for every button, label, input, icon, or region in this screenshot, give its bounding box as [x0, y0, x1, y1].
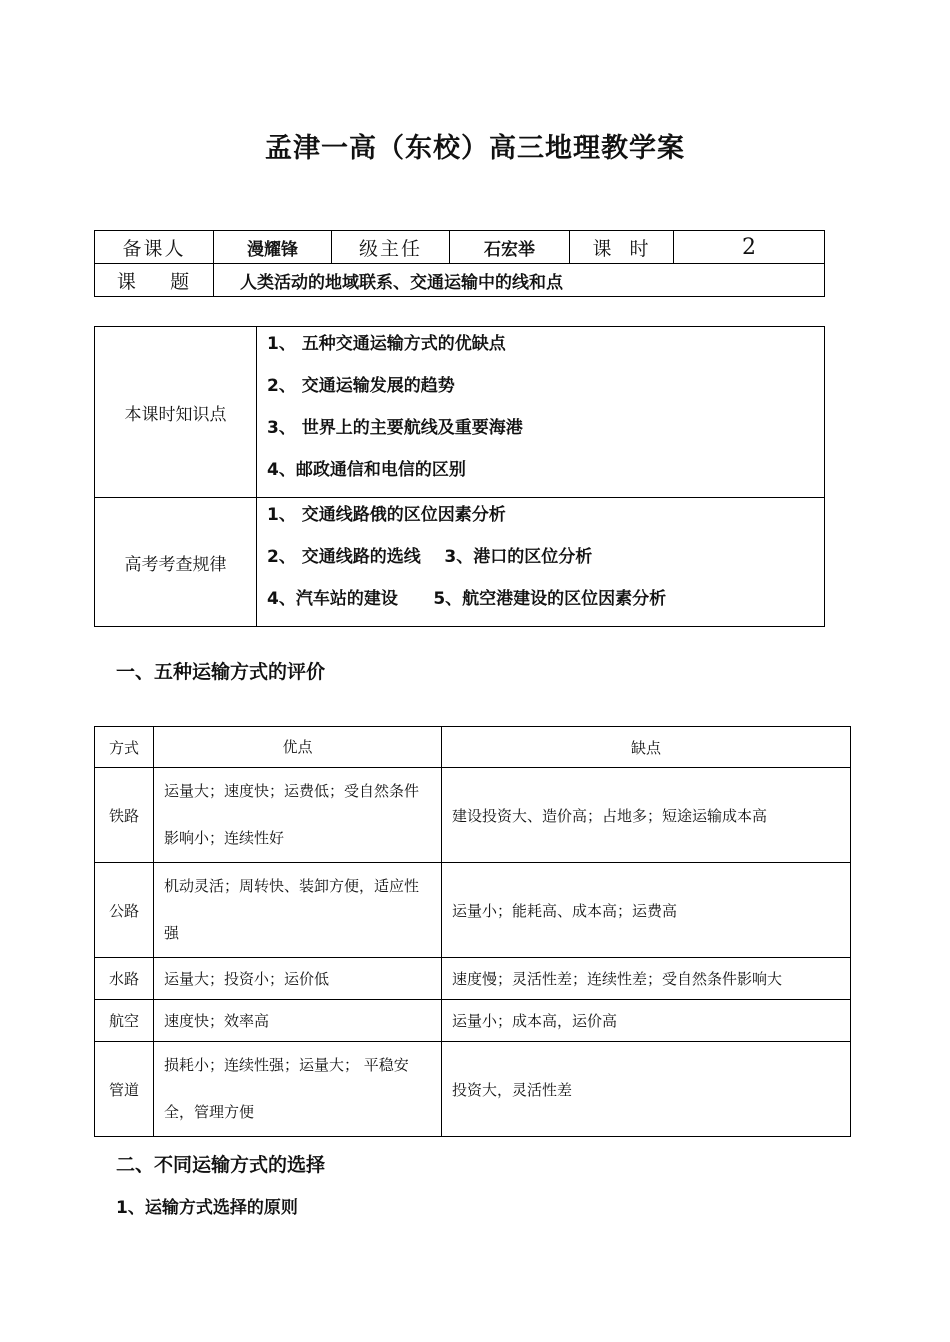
cons-cell: 投资大，灵活性差	[442, 1042, 851, 1137]
header-mode: 方式	[95, 727, 154, 768]
table-row	[95, 863, 851, 958]
table-row	[95, 958, 851, 1000]
point-item: 1、 五种交通运输方式的优缺点	[267, 334, 506, 354]
section-subheading: 1、运输方式选择的原则	[116, 1198, 298, 1218]
point-item: 2、 交通运输发展的趋势	[267, 376, 455, 396]
supervisor-label: 级主任	[332, 231, 450, 264]
mode-cell: 水路	[95, 958, 154, 1000]
cons-cell: 速度慢；灵活性差；连续性差；受自然条件影响大	[442, 958, 851, 1000]
cons-cell: 建设投资大、造价高；占地多；短途运输成本高	[442, 768, 851, 863]
table-row	[95, 1000, 851, 1042]
cons-cell: 运量小；能耗高、成本高；运费高	[442, 863, 851, 958]
pros-cell: 损耗小；连续性强；运量大； 平稳安全，管理方便	[154, 1042, 442, 1137]
preparer-value: 漫耀锋	[214, 231, 332, 264]
points-list	[257, 327, 825, 498]
mode-cell: 航空	[95, 1000, 154, 1042]
pros-cell: 运量大；速度快；运费低；受自然条件影响小；连续性好	[154, 768, 442, 863]
document-title: 孟津一高（东校）高三地理教学案	[265, 133, 685, 164]
pros-cell: 机动灵活；周转快、装卸方便，适应性强	[154, 863, 442, 958]
exam-item: 2、 交通线路的选线 3、港口的区位分析	[267, 547, 593, 567]
topic-label: 课 题	[95, 264, 214, 297]
mode-cell: 公路	[95, 863, 154, 958]
mode-cell: 铁路	[95, 768, 154, 863]
pros-cell: 运量大；投资小；运价低	[154, 958, 442, 1000]
cons-cell: 运量小；成本高，运价高	[442, 1000, 851, 1042]
pros-cell: 速度快；效率高	[154, 1000, 442, 1042]
table-row	[95, 1042, 851, 1137]
points-label: 本课时知识点	[95, 327, 257, 498]
exam-item: 4、汽车站的建设 5、航空港建设的区位因素分析	[267, 589, 667, 609]
lesson-header-table	[94, 230, 825, 297]
transport-evaluation-table	[94, 726, 851, 1137]
hours-value: 2	[674, 231, 825, 264]
exam-label: 高考考查规律	[95, 498, 257, 627]
header-pros: 优点	[154, 727, 442, 768]
hours-label: 课 时	[570, 231, 674, 264]
preparer-label: 备课人	[95, 231, 214, 264]
knowledge-table	[94, 326, 825, 627]
table-row	[95, 768, 851, 863]
point-item: 4、邮政通信和电信的区别	[267, 460, 466, 480]
point-item: 3、 世界上的主要航线及重要海港	[267, 418, 523, 438]
supervisor-value: 石宏举	[450, 231, 570, 264]
section-heading-2: 二、不同运输方式的选择	[116, 1154, 326, 1176]
topic-value: 人类活动的地域联系、交通运输中的线和点	[214, 264, 825, 297]
exam-list	[257, 498, 825, 627]
header-cons: 缺点	[442, 727, 851, 768]
mode-cell: 管道	[95, 1042, 154, 1137]
exam-item: 1、 交通线路俄的区位因素分析	[267, 505, 506, 525]
section-heading-1: 一、五种运输方式的评价	[116, 661, 326, 683]
